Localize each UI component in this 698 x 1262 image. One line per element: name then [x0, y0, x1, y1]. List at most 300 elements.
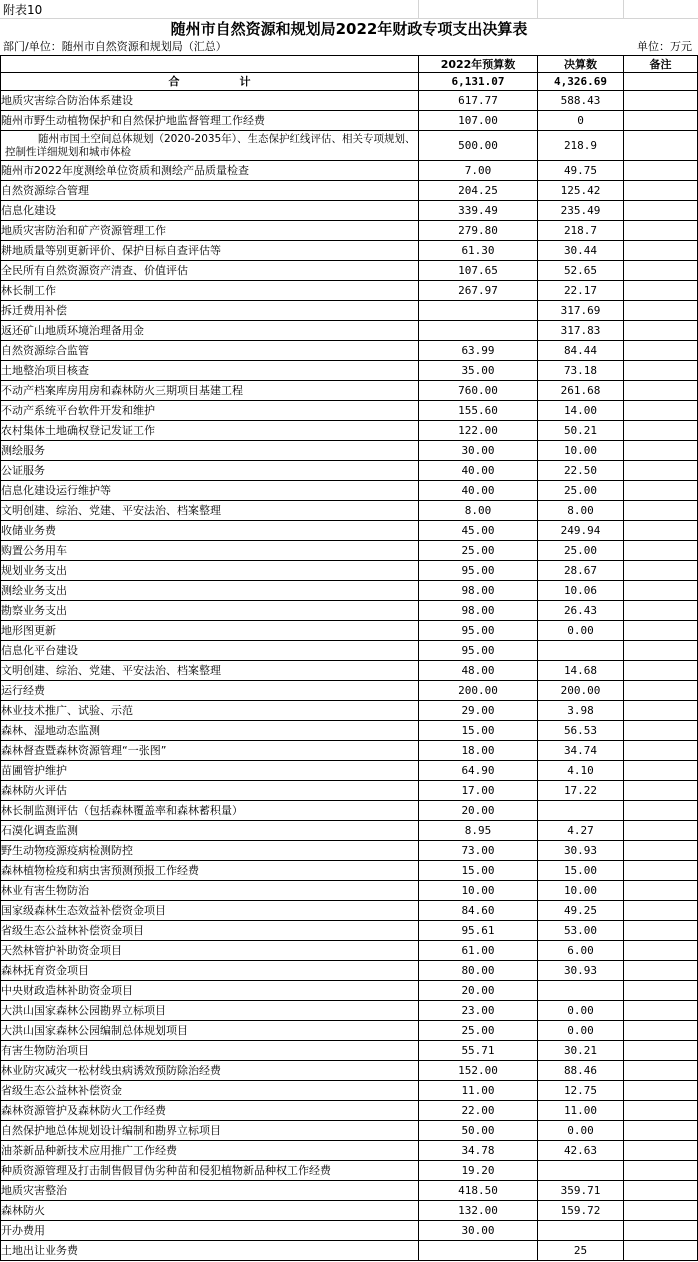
row-final [538, 801, 624, 821]
row-final [538, 1161, 624, 1181]
row-budget: 279.80 [419, 221, 538, 241]
table-row [1, 1201, 698, 1221]
header-final: 决算数 [538, 56, 624, 73]
row-budget: 152.00 [419, 1061, 538, 1081]
row-budget: 95.00 [419, 561, 538, 581]
row-name: 石漠化调查监测 [1, 821, 419, 841]
table-row [1, 581, 698, 601]
row-budget: 107.00 [419, 111, 538, 131]
row-final: 25 [538, 1241, 624, 1261]
row-name: 自然保护地总体规划设计编制和勘界立标项目 [1, 1121, 419, 1141]
row-budget: 418.50 [419, 1181, 538, 1201]
table-row [1, 301, 698, 321]
row-budget: 95.00 [419, 621, 538, 641]
row-name: 油茶新品种新技术应用推广工作经费 [1, 1141, 419, 1161]
row-name: 省级生态公益林补偿资金项目 [1, 921, 419, 941]
row-name: 林业有害生物防治 [1, 881, 419, 901]
row-name: 森林、湿地动态监测 [1, 721, 419, 741]
row-name: 信息化平台建设 [1, 641, 419, 661]
row-note [624, 441, 698, 461]
row-final: 0.00 [538, 621, 624, 641]
row-budget: 17.00 [419, 781, 538, 801]
row-final: 10.06 [538, 581, 624, 601]
row-name: 购置公务用车 [1, 541, 419, 561]
row-note [624, 161, 698, 181]
row-final: 50.21 [538, 421, 624, 441]
row-name: 开办费用 [1, 1221, 419, 1241]
table-row [1, 981, 698, 1001]
row-budget: 84.60 [419, 901, 538, 921]
row-note [624, 381, 698, 401]
table-row [1, 561, 698, 581]
row-budget: 64.90 [419, 761, 538, 781]
table-row [1, 321, 698, 341]
row-note [624, 881, 698, 901]
row-budget: 29.00 [419, 701, 538, 721]
table-header-row [1, 56, 698, 73]
table-row [1, 221, 698, 241]
row-name: 全民所有自然资源资产清查、价值评估 [1, 261, 419, 281]
table-row [1, 241, 698, 261]
table-row [1, 481, 698, 501]
row-budget: 23.00 [419, 1001, 538, 1021]
table-row [1, 1181, 698, 1201]
row-final: 17.22 [538, 781, 624, 801]
table-row [1, 1241, 698, 1261]
row-final: 73.18 [538, 361, 624, 381]
row-note [624, 1001, 698, 1021]
row-budget: 34.78 [419, 1141, 538, 1161]
row-note [624, 1241, 698, 1261]
row-final: 42.63 [538, 1141, 624, 1161]
row-final: 49.75 [538, 161, 624, 181]
row-budget: 30.00 [419, 1221, 538, 1241]
row-name: 森林植物检疫和病虫害预测预报工作经费 [1, 861, 419, 881]
row-name: 耕地质量等别更新评价、保护目标自查评估等 [1, 241, 419, 261]
total-label-right: 计 [239, 74, 251, 88]
table-row [1, 621, 698, 641]
row-note [624, 1141, 698, 1161]
table-row [1, 421, 698, 441]
row-budget: 122.00 [419, 421, 538, 441]
table-row [1, 261, 698, 281]
table-row [1, 1101, 698, 1121]
row-budget: 107.65 [419, 261, 538, 281]
row-final: 200.00 [538, 681, 624, 701]
row-note [624, 1121, 698, 1141]
row-note [624, 721, 698, 741]
row-final: 25.00 [538, 541, 624, 561]
row-final: 22.17 [538, 281, 624, 301]
row-budget: 267.97 [419, 281, 538, 301]
table-row [1, 1161, 698, 1181]
row-final: 125.42 [538, 181, 624, 201]
table-row [1, 1061, 698, 1081]
row-budget: 61.30 [419, 241, 538, 261]
row-note [624, 181, 698, 201]
row-note [624, 761, 698, 781]
row-budget: 73.00 [419, 841, 538, 861]
row-budget: 98.00 [419, 601, 538, 621]
row-name: 大洪山国家森林公园勘界立标项目 [1, 1001, 419, 1021]
row-note [624, 541, 698, 561]
header-budget: 2022年预算数 [419, 56, 538, 73]
total-label [1, 73, 419, 91]
row-final: 53.00 [538, 921, 624, 941]
row-note [624, 561, 698, 581]
row-note [624, 601, 698, 621]
row-final: 249.94 [538, 521, 624, 541]
row-final: 25.00 [538, 481, 624, 501]
row-note [624, 461, 698, 481]
table-row [1, 541, 698, 561]
table-row [1, 881, 698, 901]
row-final: 22.50 [538, 461, 624, 481]
row-name: 地形图更新 [1, 621, 419, 641]
row-name: 野生动物疫源疫病检测防控 [1, 841, 419, 861]
row-name: 不动产档案库房用房和森林防火三期项目基建工程 [1, 381, 419, 401]
row-note [624, 261, 698, 281]
row-final: 261.68 [538, 381, 624, 401]
row-final: 0.00 [538, 1021, 624, 1041]
unit-label: 单位：万元 [637, 40, 692, 53]
row-note [624, 861, 698, 881]
row-final [538, 1221, 624, 1241]
row-note [624, 221, 698, 241]
row-name: 林业技术推广、试验、示范 [1, 701, 419, 721]
row-budget: 45.00 [419, 521, 538, 541]
row-budget: 22.00 [419, 1101, 538, 1121]
row-note [624, 1081, 698, 1101]
row-note [624, 741, 698, 761]
table-row [1, 441, 698, 461]
table-row [1, 901, 698, 921]
row-budget: 95.00 [419, 641, 538, 661]
row-budget: 500.00 [419, 131, 538, 161]
row-final: 0.00 [538, 1121, 624, 1141]
row-final: 4.27 [538, 821, 624, 841]
row-name: 地质灾害防治和矿产资源管理工作 [1, 221, 419, 241]
row-name: 苗圃管护维护 [1, 761, 419, 781]
row-final: 49.25 [538, 901, 624, 921]
row-name: 随州市2022年度测绘单位资质和测绘产品质量检查 [1, 161, 419, 181]
row-final: 10.00 [538, 441, 624, 461]
row-budget: 760.00 [419, 381, 538, 401]
total-label-left: 合 [168, 74, 180, 88]
row-budget: 30.00 [419, 441, 538, 461]
row-note [624, 111, 698, 131]
row-final: 52.65 [538, 261, 624, 281]
department-label: 部门/单位：随州市自然资源和规划局（汇总） [3, 40, 227, 53]
row-final: 28.67 [538, 561, 624, 581]
row-name: 公证服务 [1, 461, 419, 481]
row-note [624, 1061, 698, 1081]
row-note [624, 1041, 698, 1061]
row-budget: 50.00 [419, 1121, 538, 1141]
row-budget: 80.00 [419, 961, 538, 981]
row-name: 森林防火 [1, 1201, 419, 1221]
row-note [624, 781, 698, 801]
row-name: 天然林管护补助资金项目 [1, 941, 419, 961]
table-row [1, 181, 698, 201]
row-note [624, 201, 698, 221]
row-note [624, 1181, 698, 1201]
row-name: 地质灾害综合防治体系建设 [1, 91, 419, 111]
row-budget: 204.25 [419, 181, 538, 201]
row-note [624, 421, 698, 441]
row-budget: 8.00 [419, 501, 538, 521]
row-final: 30.44 [538, 241, 624, 261]
table-row [1, 281, 698, 301]
row-note [624, 801, 698, 821]
row-budget: 155.60 [419, 401, 538, 421]
row-note [624, 1021, 698, 1041]
row-name: 文明创建、综治、党建、平安法治、档案整理 [1, 501, 419, 521]
row-final: 0 [538, 111, 624, 131]
table-row [1, 921, 698, 941]
table-row [1, 91, 698, 111]
row-name: 农村集体土地确权登记发证工作 [1, 421, 419, 441]
row-budget: 40.00 [419, 481, 538, 501]
row-name: 文明创建、综治、党建、平安法治、档案整理 [1, 661, 419, 681]
row-budget: 11.00 [419, 1081, 538, 1101]
row-note [624, 681, 698, 701]
table-row [1, 741, 698, 761]
row-budget [419, 321, 538, 341]
row-final [538, 981, 624, 1001]
row-budget: 55.71 [419, 1041, 538, 1061]
row-name: 规划业务支出 [1, 561, 419, 581]
row-note [624, 661, 698, 681]
table-row [1, 801, 698, 821]
row-note [624, 1201, 698, 1221]
row-final: 30.93 [538, 961, 624, 981]
row-note [624, 301, 698, 321]
grid-line [537, 0, 538, 18]
row-budget: 63.99 [419, 341, 538, 361]
row-budget: 48.00 [419, 661, 538, 681]
table-row [1, 501, 698, 521]
appendix-label: 附表10 [3, 3, 43, 17]
grid-line [418, 0, 419, 18]
row-note [624, 821, 698, 841]
row-name: 森林督查暨森林资源管理“一张图” [1, 741, 419, 761]
row-name: 测绘业务支出 [1, 581, 419, 601]
table-row [1, 841, 698, 861]
row-budget: 617.77 [419, 91, 538, 111]
row-final: 218.7 [538, 221, 624, 241]
row-name: 森林防火评估 [1, 781, 419, 801]
row-budget: 15.00 [419, 721, 538, 741]
row-final: 235.49 [538, 201, 624, 221]
row-final: 56.53 [538, 721, 624, 741]
table-row [1, 681, 698, 701]
row-note [624, 981, 698, 1001]
page-title: 随州市自然资源和规划局2022年财政专项支出决算表 [170, 20, 528, 38]
row-budget: 339.49 [419, 201, 538, 221]
row-name: 土地整治项目核查 [1, 361, 419, 381]
total-final: 4,326.69 [538, 73, 624, 91]
total-row [1, 73, 698, 91]
row-final: 84.44 [538, 341, 624, 361]
table-row [1, 721, 698, 741]
row-budget: 95.61 [419, 921, 538, 941]
row-name: 地质灾害整治 [1, 1181, 419, 1201]
row-name: 运行经费 [1, 681, 419, 701]
row-name: 土地出让业务费 [1, 1241, 419, 1261]
row-note [624, 901, 698, 921]
row-final [538, 641, 624, 661]
row-final: 8.00 [538, 501, 624, 521]
row-note [624, 521, 698, 541]
row-final: 3.98 [538, 701, 624, 721]
row-note [624, 501, 698, 521]
table-row [1, 361, 698, 381]
table-row [1, 1041, 698, 1061]
row-final: 159.72 [538, 1201, 624, 1221]
table-row [1, 641, 698, 661]
table-row [1, 1141, 698, 1161]
row-note [624, 581, 698, 601]
table-row [1, 131, 698, 161]
row-final: 12.75 [538, 1081, 624, 1101]
row-budget: 15.00 [419, 861, 538, 881]
row-budget: 98.00 [419, 581, 538, 601]
row-name: 返还矿山地质环境治理备用金 [1, 321, 419, 341]
row-final: 6.00 [538, 941, 624, 961]
row-note [624, 641, 698, 661]
row-final: 15.00 [538, 861, 624, 881]
row-name: 自然资源综合监管 [1, 341, 419, 361]
row-budget: 7.00 [419, 161, 538, 181]
row-note [624, 941, 698, 961]
row-note [624, 241, 698, 261]
row-budget: 18.00 [419, 741, 538, 761]
row-budget [419, 1241, 538, 1261]
table-row [1, 1001, 698, 1021]
row-note [624, 1101, 698, 1121]
row-note [624, 481, 698, 501]
row-final: 34.74 [538, 741, 624, 761]
row-budget: 8.95 [419, 821, 538, 841]
row-budget: 10.00 [419, 881, 538, 901]
row-budget: 20.00 [419, 981, 538, 1001]
row-final: 0.00 [538, 1001, 624, 1021]
row-note [624, 921, 698, 941]
row-note [624, 341, 698, 361]
table-row [1, 601, 698, 621]
row-final: 218.9 [538, 131, 624, 161]
row-name: 不动产系统平台软件开发和维护 [1, 401, 419, 421]
row-final: 317.69 [538, 301, 624, 321]
row-name: 信息化建设运行维护等 [1, 481, 419, 501]
table-row [1, 761, 698, 781]
row-final: 317.83 [538, 321, 624, 341]
table-row [1, 161, 698, 181]
total-budget: 6,131.07 [419, 73, 538, 91]
row-final: 14.68 [538, 661, 624, 681]
row-note [624, 361, 698, 381]
row-note [624, 701, 698, 721]
row-name: 林业防灾减灾一松材线虫病诱效预防除治经费 [1, 1061, 419, 1081]
table-row [1, 861, 698, 881]
row-note [624, 621, 698, 641]
row-name: 国家级森林生态效益补偿资金项目 [1, 901, 419, 921]
row-budget: 25.00 [419, 1021, 538, 1041]
table-row [1, 821, 698, 841]
row-name: 有害生物防治项目 [1, 1041, 419, 1061]
row-name: 森林抚育资金项目 [1, 961, 419, 981]
table-row [1, 941, 698, 961]
table-row [1, 701, 698, 721]
row-budget [419, 301, 538, 321]
table-row [1, 201, 698, 221]
row-name: 中央财政造林补助资金项目 [1, 981, 419, 1001]
row-final: 26.43 [538, 601, 624, 621]
table-row [1, 1221, 698, 1241]
row-name: 勘察业务支出 [1, 601, 419, 621]
row-name: 大洪山国家森林公园编制总体规划项目 [1, 1021, 419, 1041]
row-note [624, 841, 698, 861]
row-final: 4.10 [538, 761, 624, 781]
row-note [624, 1221, 698, 1241]
row-name: 信息化建设 [1, 201, 419, 221]
table-row [1, 401, 698, 421]
table-row [1, 1021, 698, 1041]
row-note [624, 131, 698, 161]
budget-table [0, 55, 698, 1261]
total-note [624, 73, 698, 91]
row-name: 森林资源管护及森林防火工作经费 [1, 1101, 419, 1121]
row-final: 30.21 [538, 1041, 624, 1061]
table-row [1, 961, 698, 981]
table-row [1, 1081, 698, 1101]
table-row [1, 341, 698, 361]
row-note [624, 1161, 698, 1181]
header-name [1, 56, 419, 73]
row-note [624, 91, 698, 111]
header-note: 备注 [624, 56, 698, 73]
row-final: 30.93 [538, 841, 624, 861]
row-final: 359.71 [538, 1181, 624, 1201]
row-budget: 40.00 [419, 461, 538, 481]
row-name: 随州市国土空间总体规划（2020-2035年）、生态保护红线评估、相关专项规划、控制性详细规划和城市体检 [1, 131, 419, 161]
row-final: 88.46 [538, 1061, 624, 1081]
row-note [624, 321, 698, 341]
row-name: 随州市野生动植物保护和自然保护地监督管理工作经费 [1, 111, 419, 131]
table-row [1, 521, 698, 541]
row-name: 省级生态公益林补偿资金 [1, 1081, 419, 1101]
table-row [1, 461, 698, 481]
row-budget: 35.00 [419, 361, 538, 381]
grid-line [623, 0, 624, 18]
row-budget: 19.20 [419, 1161, 538, 1181]
row-note [624, 281, 698, 301]
row-name: 种质资源管理及打击制售假冒伪劣种苗和侵犯植物新品种权工作经费 [1, 1161, 419, 1181]
row-budget: 25.00 [419, 541, 538, 561]
row-note [624, 961, 698, 981]
row-name: 林长制工作 [1, 281, 419, 301]
row-budget: 200.00 [419, 681, 538, 701]
row-name: 自然资源综合管理 [1, 181, 419, 201]
row-budget: 132.00 [419, 1201, 538, 1221]
row-name: 林长制监测评估（包括森林覆盖率和森林蓄积量） [1, 801, 419, 821]
row-final: 11.00 [538, 1101, 624, 1121]
row-note [624, 401, 698, 421]
row-final: 588.43 [538, 91, 624, 111]
row-budget: 61.00 [419, 941, 538, 961]
row-name: 收储业务费 [1, 521, 419, 541]
